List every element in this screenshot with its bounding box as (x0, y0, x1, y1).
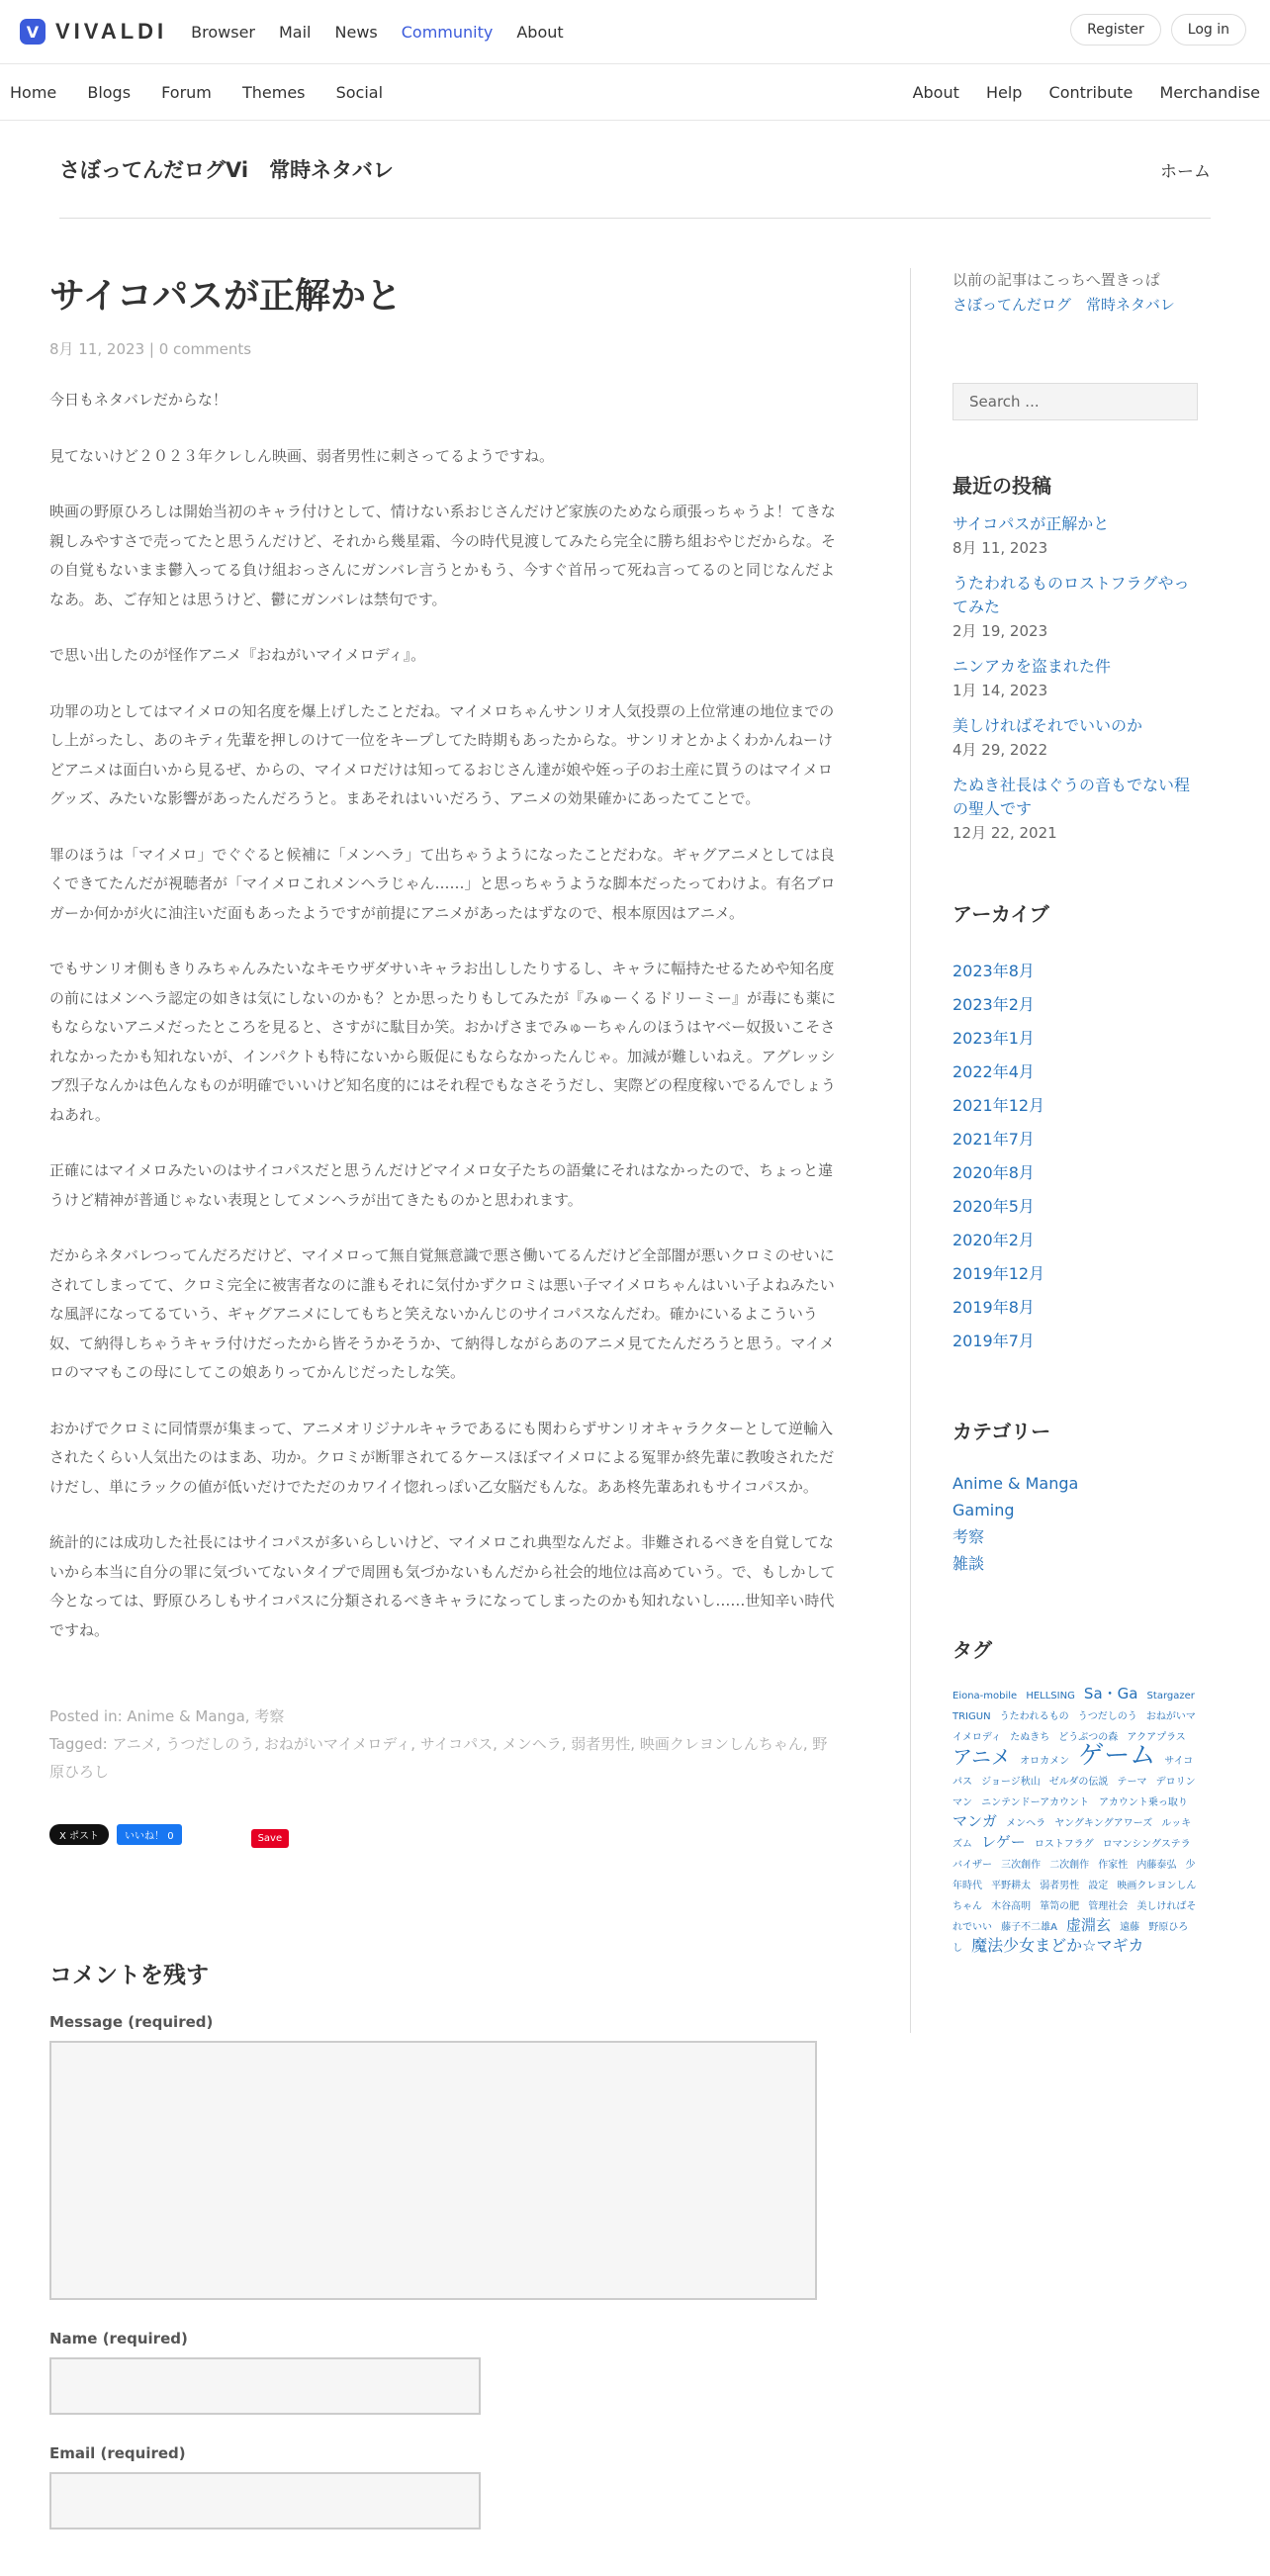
tag-cloud-link[interactable]: 遠藤 (1120, 1922, 1140, 1933)
archive-link[interactable]: 2019年8月 (952, 1298, 1035, 1317)
tag-cloud-link[interactable]: Sa・Ga (1083, 1685, 1138, 1702)
category-title: カテゴリー (952, 1420, 1051, 1443)
archive-link[interactable]: 2022年4月 (952, 1062, 1035, 1081)
tag-cloud-link[interactable]: ヤングキングアワーズ (1054, 1818, 1153, 1829)
tag-cloud-link[interactable]: ルッキズム (952, 1818, 1192, 1850)
tag-cloud-link[interactable]: 木谷高明 (991, 1901, 1032, 1912)
recent-post (952, 714, 1200, 762)
tag-link[interactable]: 野原ひろし (49, 1735, 828, 1781)
tag-cloud-link[interactable]: 少年時代 (952, 1860, 1196, 1891)
tag-cloud-link[interactable]: ジョージ秋山 (981, 1777, 1041, 1788)
tag-cloud-link[interactable]: 作家性 (1098, 1860, 1129, 1871)
post-title: サイコパスが正解かと (49, 276, 403, 317)
tag-link[interactable]: 弱者男性 (571, 1735, 631, 1753)
tag-cloud-link[interactable]: デロリンマン (952, 1777, 1196, 1808)
tag-cloud-link[interactable]: 管理社会 (1088, 1901, 1129, 1912)
message-textarea[interactable] (49, 2041, 817, 2300)
name-field[interactable] (49, 2357, 481, 2415)
recent-post-date: 12月 22, 2021 (952, 824, 1057, 842)
tag-link[interactable]: アニメ (112, 1735, 156, 1753)
post-date[interactable]: 8月 11, 2023 (49, 340, 145, 358)
recent-posts-title: 最近の投稿 (952, 474, 1051, 498)
category-link[interactable]: 考察 (254, 1707, 285, 1725)
category-list (952, 1470, 1200, 1577)
tag-cloud-link[interactable]: サイコパス (952, 1756, 1194, 1788)
subnav-contribute[interactable]: Contribute (1048, 82, 1134, 102)
archive-link[interactable]: 2021年12月 (952, 1096, 1045, 1115)
subnav-themes[interactable]: Themes (241, 82, 306, 102)
tag-cloud-link[interactable]: Eiona-mobile (952, 1691, 1018, 1702)
pinterest-save-button[interactable]: Save (251, 1829, 290, 1848)
name-label: Name (required) (49, 2330, 188, 2347)
post-comments-link[interactable]: 0 comments (158, 340, 252, 358)
sub-nav (0, 64, 1270, 121)
post-paragraph: だからネタバレつってんだろだけど、マイメロって無自覚無意識で悪さ働いてるんだけど全部闇が悪いクロミのせいにされてしまってて、クロミ完全に被害者なのに誰もそれに気付かずクロミは悪い子マイメロちゃんはいい子よねみたいな風評になってるていう、ギャグアニメにしてもちと笑えないかんじのサイコパスなんだわ。確かにいるよこういう奴、て納得しちゃうキャラ付けだったから皆そうかそうか、て納得しながらあのアニメ見てたんだろうと思う。マイメロのママもこの母にしてこの娘ありってかんじだったしな笑。 (49, 1246, 835, 1381)
post-meta (49, 338, 841, 359)
archive-link[interactable]: 2020年2月 (952, 1231, 1035, 1249)
post-paragraph: で思い出したのが怪作アニメ『おねがいマイメロディ』。 (49, 646, 426, 664)
login-button[interactable]: Log in (1171, 14, 1246, 46)
sidebar-intro (952, 268, 1200, 318)
tag-cloud-link[interactable]: Stargazer (1146, 1691, 1195, 1702)
top-bar (0, 0, 1270, 64)
tag-cloud-link[interactable]: 虚淵玄 (1066, 1916, 1112, 1934)
tag-cloud-link[interactable]: アクアプラス (1127, 1732, 1186, 1743)
tag-cloud-link[interactable]: HELLSING (1026, 1691, 1075, 1702)
tag-cloud-link[interactable]: たぬきち (1010, 1732, 1050, 1743)
post-paragraph: 今日もネタバレだからな！ (49, 391, 227, 409)
tag-cloud-link[interactable]: 内藤泰弘 (1136, 1860, 1177, 1871)
category-link[interactable]: Gaming (952, 1501, 1015, 1519)
recent-post-link[interactable]: たぬき社長はぐうの音もでない程の聖人です (952, 776, 1191, 818)
category-link[interactable]: 雑談 (952, 1554, 985, 1573)
tag-cloud-link[interactable]: 設定 (1088, 1881, 1109, 1891)
posted-in: Posted in: Anime & Manga, 考察 (49, 1707, 285, 1725)
tag-cloud-link[interactable]: マンガ (952, 1812, 998, 1830)
archive-link[interactable]: 2021年7月 (952, 1130, 1035, 1149)
recent-post-date: 2月 19, 2023 (952, 622, 1048, 640)
recent-post-date: 4月 29, 2022 (952, 741, 1048, 759)
tag-cloud-link[interactable]: 箪笥の肥 (1040, 1901, 1080, 1912)
post-main (49, 268, 841, 2530)
tag-link[interactable]: おねがいマイメロディ (263, 1735, 411, 1753)
subnav-about[interactable]: About (912, 82, 959, 102)
recent-post (952, 572, 1200, 643)
post-paragraph: でもサンリオ側もきりみちゃんみたいなキモウザダサいキャラお出ししたりするし、キャラに幅持たせるためや知名度の前にはメンヘラ認定の如きは気にしないのかも？とか思ったりもしてみたが『みゅーくるドリーミー』が毒にも薬にもならないアニメだったところを見ると、さすがに駄目か笑。おかげさまでみゅーちゃんのほうはヤベー奴扱いこそされなかったかも知れないが、インパクトも特にないから販促にもならなかったんじゃ。加減が難しいねえ。アグレッシブ烈子なんかは色んなものが明確でいいけど知名度的にはそれ程でもなさそうだし、実際どの程度稼いでるんでしょうねあれ。 (49, 960, 837, 1124)
tag-cloud-link[interactable]: アニメ (952, 1745, 1011, 1769)
subnav-social[interactable]: Social (335, 82, 384, 102)
tag-link[interactable]: サイコパス (419, 1735, 494, 1753)
comment-heading: コメントを残す (49, 1963, 209, 1988)
recent-post (952, 774, 1200, 845)
tag-cloud-link[interactable]: どうぶつの森 (1058, 1732, 1119, 1743)
sidebar-intro-text: 以前の記事はこっちへ置きっぱ (952, 271, 1160, 289)
tag-cloud-link[interactable]: うつだしのう (1077, 1711, 1137, 1722)
tag-cloud-link[interactable]: 三次創作 (1001, 1860, 1042, 1871)
tag-cloud-link[interactable]: おねがいマイメロディ (952, 1711, 1196, 1743)
subnav-blogs[interactable]: Blogs (87, 82, 132, 102)
archive-link[interactable]: 2023年1月 (952, 1029, 1035, 1048)
tag-cloud-link[interactable]: ロストフラグ (1034, 1839, 1094, 1850)
tag-link[interactable]: メンヘラ (501, 1735, 562, 1753)
post-paragraph: 罪のほうは「マイメロ」でぐぐると候補に「メンヘラ」て出ちゃうようになったことだわな。ギャグアニメとしては良くできてたんだが視聴者が「マイメロこれメンヘラじゃん……」と思っちゃうような脚本だったってわけよ。有名ブロガーか何かが火に油注いだ面もあったようですが前提にアニメがあったはずなので、根本原因はアニメ。 (49, 845, 836, 922)
sub-nav-left (10, 83, 408, 102)
tag-cloud-link[interactable]: ニンテンドーアカウント アカウント乗っ取り (981, 1797, 1188, 1808)
tag-title: タグ (952, 1638, 992, 1662)
recent-post-date: 8月 11, 2023 (952, 539, 1048, 557)
subnav-help[interactable]: Help (985, 82, 1023, 102)
vivaldi-logo[interactable] (20, 19, 167, 45)
nav-news[interactable]: News (334, 22, 378, 42)
archive-link[interactable]: 2020年5月 (952, 1197, 1035, 1216)
tag-cloud-link[interactable]: 魔法少女まどか☆マギカ (971, 1936, 1144, 1955)
register-button[interactable]: Register (1070, 14, 1161, 46)
nav-community[interactable]: Community (401, 22, 494, 42)
tag-cloud-link[interactable]: 野原ひろし (952, 1922, 1189, 1954)
post-footer (49, 1702, 841, 1786)
sidebar-divider (910, 268, 911, 2033)
post-paragraph: おかげでクロミに同情票が集まって、アニメオリジナルキャラであるにも関わらずサンリオキャラクターとして逆輸入されたくらい人気出たのはまあ、功か。クロミが断罪されてるケースほぼマイメロによる冤罪か終先輩に教唆されただけだし、単にラックの値が低いだけでただのカワイイ惚れっぽい乙女脳だもんな。ああ柊先輩あれもサイコパスか。 (49, 1419, 835, 1496)
tag-cloud-link[interactable]: 美しければそれでいい (952, 1901, 1197, 1933)
archive-title: アーカイブ (952, 902, 1049, 926)
tag-cloud-link[interactable]: TRIGUN (952, 1711, 991, 1722)
subnav-forum[interactable]: Forum (161, 82, 212, 102)
tag-cloud-link[interactable]: メンヘラ (1006, 1818, 1046, 1829)
subnav-merchandise[interactable]: Merchandise (1159, 82, 1260, 102)
recent-post-link[interactable]: ニンアカを盗まれた件 (952, 657, 1111, 676)
meta-separator: | (144, 340, 159, 358)
blog-title[interactable]: さぼってんだログVi 常時ネタバレ (59, 158, 394, 182)
tag-cloud-link[interactable]: ロマンシングステラバイザー (952, 1839, 1191, 1871)
facebook-like-button[interactable]: いいね！ 0 (117, 1824, 182, 1845)
nav-about[interactable]: About (516, 22, 564, 42)
tag-cloud-link[interactable]: レゲー (981, 1833, 1026, 1851)
post-paragraph: 見てないけど２０２３年クレしん映画、弱者男性に刺さってるようですね。 (49, 446, 555, 465)
message-label: Message (required) (49, 2013, 214, 2031)
share-buttons (49, 1821, 841, 1848)
recent-post-link[interactable]: サイコパスが正解かと (952, 514, 1110, 533)
posted-in-label: Posted in: (49, 1707, 128, 1725)
post-paragraph: 統計的には成功した社長にはサイコパスが多いらしいけど、マイメロこれ典型なんだよ。非難されるべきを自覚してないから本当に自分の罪に気づいてないタイプで周囲も気づかないもんだから社会的地位は高めていう。で、もしかして今となっては、野原ひろしもサイコパスに分類されるべきキャラになってしまったのかも知れないし……世知辛い時代ですね。 (49, 1533, 836, 1639)
sub-nav-right (891, 83, 1260, 102)
archive-list (952, 955, 1200, 1358)
tag-cloud-link[interactable]: 映画クレヨンしんちゃん (952, 1881, 1197, 1912)
email-field[interactable] (49, 2472, 481, 2530)
tag-cloud (952, 1685, 1200, 1958)
nav-mail[interactable]: Mail (279, 22, 312, 42)
category-link[interactable]: Anime & Manga (952, 1474, 1079, 1493)
recent-post-link[interactable]: 美しければそれでいいのか (952, 716, 1143, 735)
tag-cloud-link[interactable]: 二次創作 (1049, 1860, 1090, 1871)
nav-browser[interactable]: Browser (191, 22, 255, 42)
tag-cloud-link[interactable]: オロカメン (1020, 1756, 1070, 1767)
search-input[interactable]: Search ... (952, 383, 1198, 420)
recent-post (952, 512, 1200, 560)
blog-header (59, 121, 1211, 219)
tag-cloud-link[interactable]: テーマ (1117, 1777, 1147, 1788)
tag-link[interactable]: 映画クレヨンしんちゃん (639, 1735, 803, 1753)
tag-cloud-link[interactable]: うたわれるもの (999, 1711, 1069, 1722)
tag-cloud-link[interactable]: 弱者男性 (1040, 1881, 1080, 1891)
recent-post-date: 1月 14, 2023 (952, 682, 1048, 699)
tag-cloud-link[interactable]: 平野耕太 (991, 1881, 1032, 1891)
subnav-home[interactable]: Home (10, 82, 57, 102)
recent-post (952, 655, 1200, 702)
brand-name: VIVALDI (55, 19, 168, 44)
archive-link[interactable]: 2020年8月 (952, 1163, 1035, 1182)
tagged: Tagged: アニメ, うつだしのう, おねがいマイメロディ, サイコパス, メンヘラ, 弱者男性, 映画クレヨンしんちゃん, 野原ひろし (49, 1735, 828, 1781)
main-nav (191, 23, 588, 42)
category-link[interactable]: Anime & Manga (127, 1707, 245, 1725)
category-link[interactable]: 考察 (952, 1527, 985, 1546)
tag-link[interactable]: うつだしのう (165, 1735, 255, 1753)
archive-link[interactable]: 2019年12月 (952, 1264, 1045, 1283)
archive-link[interactable]: 2019年7月 (952, 1332, 1035, 1350)
blog-home-link[interactable]: ホーム (1160, 161, 1211, 182)
recent-post-link[interactable]: うたわれるものロストフラグやってみた (952, 574, 1190, 616)
post-paragraph: 正確にはマイメロみたいのはサイコパスだと思うんだけどマイメロ女子たちの語彙にそれはなかったので、ちょっと違うけど精神が普通じゃない表現としてメンヘラが出てきたものかと思われます。 (49, 1161, 834, 1209)
sidebar (952, 268, 1200, 1958)
tag-cloud-link[interactable]: 藤子不二雄A (1001, 1922, 1057, 1933)
old-blog-link[interactable]: さぼってんだログ 常時ネタバレ (952, 296, 1175, 314)
tagged-label: Tagged: (49, 1735, 113, 1753)
post-body (49, 386, 841, 1645)
tweet-button[interactable]: X ポスト (49, 1824, 109, 1845)
post-paragraph: 映画の野原ひろしは開始当初のキャラ付けとして、情けない系おじさんだけど家族のためなら頑張っちゃうよ！てきな親しみやすさで売ってたと思うんだけど、それから幾星霜、今の時代見渡してみたら完全に勝ち組おやじだからな。その自覚もないまま鬱入ってる負け組おっさんにガンバレ言うとかもう、今すぐ首吊って死ね言ってるのと同じなんだよなあ。あ、ご存知とは思うけど、鬱にガンバレは禁句です。 (49, 503, 837, 608)
archive-link[interactable]: 2023年2月 (952, 995, 1035, 1014)
recent-posts-list (952, 512, 1200, 845)
email-label: Email (required) (49, 2444, 186, 2462)
archive-link[interactable]: 2023年8月 (952, 962, 1035, 980)
post-paragraph: 功罪の功としてはマイメロの知名度を爆上げしたことだね。マイメロちゃんサンリオ人気投票の上位常連の地位までのし上がったし、あのキティ先輩を押しのけて一位をキープしてた時期もあったからな。サンリオとかよくわかんねーけどアニメは面白いから見るぜ、からの、マイメロだけは知ってるおじさん達が娘や姪っ子のお土産に買うのはマイメログッズ、みたいな影響があったんだろうと。まあそれはいいだろう、アニメの効果確かにあったてことで。 (49, 701, 835, 807)
tag-cloud-link[interactable]: ゲーム (1078, 1741, 1156, 1771)
vivaldi-logo-icon: V (20, 19, 45, 45)
tag-cloud-link[interactable]: ゼルダの伝説 (1048, 1777, 1109, 1788)
auth-buttons (1060, 14, 1246, 46)
